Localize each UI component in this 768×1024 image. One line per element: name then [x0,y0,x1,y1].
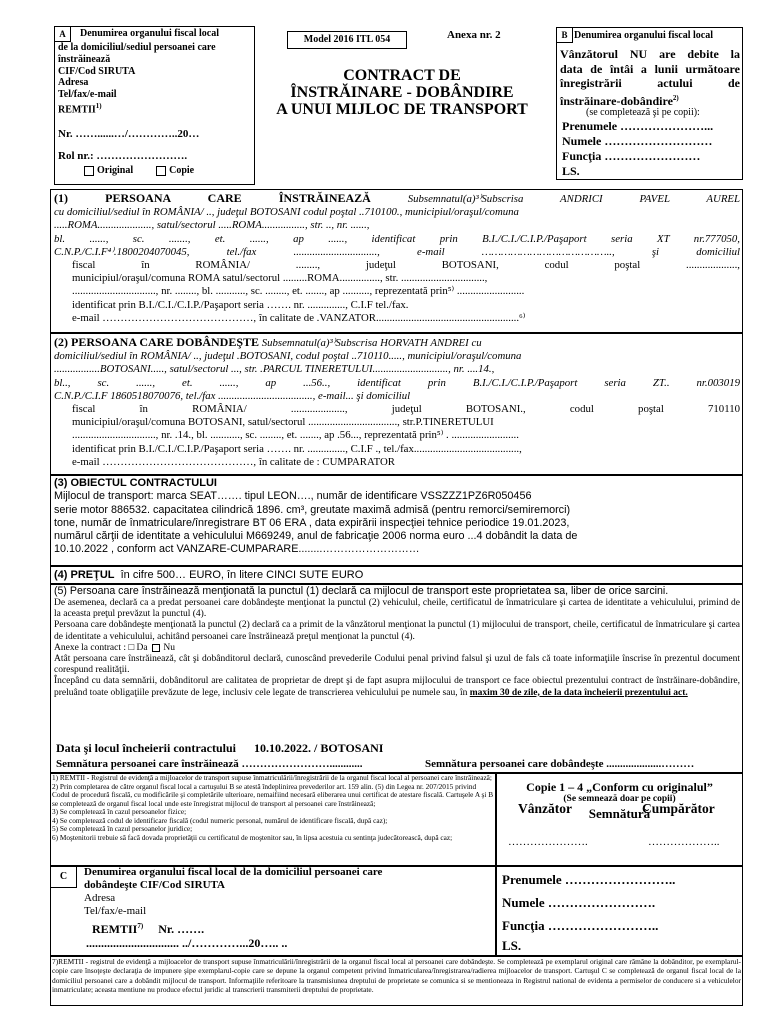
remtii-label: REMTII [92,922,138,936]
seller-line: ..............................., nr. ........, bl. ..........., sc. ........, et. ......., ap .........., reprezentată prin⁵⁾ ......................... [72,285,525,298]
box-c-label: C [50,866,77,888]
declaration-para-text: Începând cu data semnării, dobânditorul are calitatea de proprietar de drept şi de fapt asupra mijlocului de transport ce face obiectul prezentului contract de înstrăinare-dobândire, preluând toate obligaţiile prevăzute de lege, inclusiv cele legate de transcrierea vehiculului pe numele sau, în [54,676,740,698]
copie-checkbox[interactable] [156,166,166,176]
seller-line: .....ROMA...................., satul/sectorul .....ROMA................, str. .., nr. ......, [54,219,370,232]
box-b-statement [560,47,740,108]
declaration-para: De asemenea, declară ca a predat persoanei care dobândeşte menţionat la punctul (2) vehiculul, cheile, certificatul de înmatriculare şi cartea de identitate a vehiculului, primind de la aceasta preţul prevăzut la punctul (4). [54,598,740,620]
original-checkbox[interactable] [84,166,94,176]
declaration-para: Persoana care dobândeşte menţionată la punctul (2) declară ca a primit de la vânzătorul menţionat la punctul (1) mijlocului de transport, cheile, certificatul de înmatriculare şi cartea de identitate a vehiculului, achitând persoanei care înstrăinează preţul menţionat la punctul (4). [54,620,740,642]
seller-line: identificat prin B.I./C.I./C.I.P./Paşaport seria ……. nr. .............., C.I.F tel./fax. [72,298,409,311]
seller-line: municipiul/oraşul/comuna ROMA satul/sectorul .........ROMA..............., str. ..............................., [72,272,488,285]
title-line: CONTRACT DE [343,67,461,84]
box-a-rol: Rol nr.: ……………………. [58,150,188,162]
cumparator-label: Cumpărător [642,801,715,816]
box-b-line: înstrăinare-dobândire [560,93,673,108]
box-a-line: Adresa [58,77,89,89]
footnote: 4) Se completează codul de identificare fiscală (codul numeric personal, numărul de identificare fiscală, după caz); [52,815,388,825]
buyer-line: municipiul/oraşul/comuna BOTOSANI, satul/sectorul ................................., str.P.TINERETULUI [72,416,494,429]
box-c-date: ............................... ../…………...20….. .. [86,936,288,950]
box-a-line: Tel/fax/e-mail [58,89,117,101]
declaration-line: (5) Persoana care înstrăinează menţionată la punctul (1) declară ca mijlocul de transport este proprietatea sa, liber de orice sarcini. [54,585,669,597]
functia-field: Funcţia …………………….. [502,918,659,933]
declaration-para: Atât persoana care înstrăinează, cât şi dobânditorul declară, cunoscând prevederile Codului penal privind falsul şi uzul de fals că toate informaţiile înscrise în prezentul document corespund realităţii. [54,654,740,676]
seller-line: cu domiciliul/sediul în ROMÂNIA/ .., judeţul BOTOSANI codul poştal ..710100., municipiul/oraşul/comuna [54,206,519,219]
declaration-para [54,676,740,698]
box-b-note: (se completează şi pe copii): [586,107,700,118]
footnote: 1) REMTII - Registrul de evidenţă a mijloacelor de transport supuse înmatriculării/înregistrării de la organul fiscal local al persoanei care înstrăinează; [52,773,492,782]
title-line: ÎNSTRĂINARE - DOBÂNDIRE [290,84,514,101]
box-a-line: de la domiciliul/sediul persoanei care [58,42,216,53]
buyer-line: identificat prin B.I./C.I./C.I.P./Paşaport seria ……. nr. .............., C.I.F ., tel./fax......................................., [72,442,522,455]
footnote: 3) Se completează în cazul persoanelor fizice; [52,807,187,816]
price-value: în cifre 500… EURO, în litere CINCI SUTE EURO [120,569,364,581]
seller-line: bl. ......, sc. ......., et. ......, ap ......, identificat prin B.I./C.I./C.I.P./Paşaport seria XT nr.777050, [54,232,740,245]
object-text [54,477,740,557]
buyer-line: .................BOTOSANI....., satul/sectorul ..., str. .PARCUL TINERETULUI............................, nr. ....14., [54,363,495,376]
semnatura-label: Semnătură [588,806,651,822]
anexa-label: Anexa nr. 2 [447,29,501,41]
object-line: Mijlocul de transport: marca SEAT……. tipul LEON…., număr de identificare VSSZZZ1PZ6R050456 [54,490,532,503]
box-b-line: Vânzătorul NU are debite la [560,47,740,61]
box-a-label: A [54,26,71,42]
box-a-details [58,42,254,116]
box-b-line: înregistrării actului de [560,76,740,90]
seller-line: fiscal în ROMÂNIA/ ........, judeţul BOTOSANI, codul poştal ..................., [72,259,740,272]
box-c-remtii [92,919,204,936]
model-box [287,31,407,49]
copies-title: Copie 1 – 4 „Conform cu originalul” [526,780,713,794]
price-text [54,569,363,581]
buyer-line: e-mail ……………………………………, în calitate de : CUMPARATOR [72,455,395,468]
sign-c-fields [502,868,675,955]
footnote-ref: 7) [137,922,144,930]
footnote-ref: 1) [95,101,102,110]
nu-label: Nu [163,642,175,653]
buyer-line: C.N.P./C.I.F 1860518070076, tel./fax ..................................., e-mail... şi domiciliul [54,389,411,402]
object-line: tone, număr de înmatriculare/înregistrare BT 06 ERA , data expirării inspecţiei tehnice periodice 19.01.2023, [54,516,570,529]
data-loc-value: 10.10.2022. / BOTOSANI [253,741,384,755]
prenume-field: Prenumele …………………….. [502,872,676,887]
box-b-label: B [556,27,573,43]
nu-checkbox[interactable] [152,644,160,652]
footnote: 2) Prin completarea de către organul fiscal local a cartuşului B se atestă îndeplinirea prevederilor art. 159 alin. (5) din Legea nr. 207/2015 privind Codul de procedură fiscală, cu modificările şi completările ulterioare, nemaifiind necesară eliberarea unui certificat de atestare fiscală. Cartuşele A şi B se completează de organul fiscal local unde este înregistrat mijlocul de transport al persoanei care înstrăinează; [52,781,494,808]
box-c-nr: Nr. ……. [158,922,205,936]
object-line: numărul cărţii de identitate a vehiculului M669249, anul de fabricaţie 2006 norma euro ...4 dobândit la data de [54,530,578,543]
buyer-line: ..............................., nr. .14., bl. ..........., sc. ........, et. ......., ap .56..., reprezentată prin⁵⁾ . ......................... [72,429,519,442]
declarations-text [54,585,740,699]
box-c-details [84,866,492,918]
bottom-note: 7)REMTII - registrul de evidenţă a mijloacelor de transport supuse înmatriculării/înregistrării de la organul fiscal local al persoanei care dobândeşte. Se completează pe exemplarul original care rămâne la dobânditor, pe exemplarul-copie care însoţeşte declaraţia de impunere şipe exemplarul-copie care se depune la organul competent privind înmatricularea/înregistrarea/radierea mijloacelor de transport. Cartuşul C se completează de organul fiscal local de la domiciliul persoanei care a dobândit mijlocul de transport. Informaţiile referitoare la transmisiunea dreptului de proprietate se comunica si se mentioneaza in Registrul national de evidenta a permiselor de conducere si a vehiculelor inmatriculate; aceasta mentiune nu produce efectul juridic al transcrierii transmiterii dreptului de proprietate. [52,957,741,995]
box-b-signature [562,119,713,179]
functia-field: Funcţia …………………… [562,149,701,163]
box-c-title: Denumirea organului fiscal local de la domiciliul persoanei care [84,866,383,878]
seller-line: Subsemnatul(a)³⁾Subscrisa ANDRICI PAVEL AUREL [407,193,741,205]
seller-heading: (1) PERSOANA CARE ÎNSTRĂINEAZĂ [54,191,371,205]
document-title [258,67,546,118]
footnote: 5) Se completează în cazul persoanelor juridice; [52,824,193,833]
deadline-text: maxim 30 de zile, de la data încheierii prezentului act. [469,687,688,698]
copie-label: Copie [169,165,195,176]
ls-field: LS. [562,164,580,178]
numele-field: Numele ……………………… [562,134,713,148]
copies-note: (Se semnează doar pe copii) [563,794,676,804]
box-b-line: data de întâi a lunii următoare [560,61,740,76]
ls-field: LS. [502,938,522,953]
seller-signature: Semnătura persoanei care înstrăinează ……………………............ [56,758,363,770]
title-line: A UNUI MIJLOC DE TRANSPORT [276,101,528,118]
original-label: Original [97,165,134,176]
numele-field: Numele ……………………. [502,895,656,910]
box-a-line: înstrăinează [58,53,111,65]
box-a-remtii: REMTII [58,104,96,116]
buyer-line: Subsemnatul(a)³⁾Subscrisa HORVATH ANDREI cu [261,337,482,349]
model-code: Model 2016 ITL 054 [303,34,391,45]
buyer-line: bl.., sc. ......, et. ......, ap ...56.., identificat prin B.I./C.I./C.I.P./Paşaport seria ZT.. nr.003019 [54,376,740,389]
footnote: 6) Moştenitorii trebuie să facă dovada proprietăţii cu certificatul de moştenitor sau, în lipsa acestuia cu sentinţa judecătorească, după caz; [52,832,453,842]
buyer-heading: (2) PERSOANA CARE DOBÂNDEŞTE [54,335,260,349]
vanzator-label: Vânzător [518,801,572,816]
footnotes-text [52,774,494,842]
box-c-tel: Tel/fax/e-mail [84,905,147,917]
footnote-ref: 2) [672,93,679,102]
buyer-signature: Semnătura persoanei care dobândeşte ....................……… [425,758,695,770]
box-a-line: CIF/Cod SIRUTA [58,65,136,77]
seller-line: e-mail ……………………………………, în calitate de .VANZATOR.....................................................⁶⁾ [72,311,526,324]
buyer-line: fiscal în ROMÂNIA/ ...................., judeţul BOTOSANI., codul poştal 710110 [72,403,740,416]
price-heading: (4) PREŢUL [54,569,115,581]
seller-text [54,192,740,325]
box-c-adresa: Adresa [84,892,116,904]
box-b-title: Denumirea organului fiscal local [574,30,713,41]
anexe-row [54,643,740,654]
prenume-field: Prenumele …………………... [562,119,714,133]
seller-line: C.N.P./C.I.F⁴⁾.1800204070045, tel./fax ..............................., e-mail ………………………………….., şi domiciliul [54,245,740,258]
box-a-checkboxes [84,165,194,177]
anexe-label: Anexe la contract : □ Da [54,642,148,653]
buyer-text [54,336,740,469]
box-c-title: dobândeşte CIF/Cod SIRUTA [84,879,225,891]
vanzator-dots: …………………. [508,836,588,848]
object-line: serie motor 886532. capacitatea cilindrică 1896. cm³, greutate maximă admisă (pentru remorci/semiremorci) [54,503,571,516]
cumparator-dots: ……………….. [648,836,720,848]
box-a-nr: Nr. ……......…/…………..20… [58,128,200,140]
data-loc [56,741,383,755]
object-line: 10.10.2022 , conform act VANZARE-CUMPARARE........……………………… [54,543,420,556]
data-loc-label: Data şi locul încheierii contractului [56,741,236,755]
object-heading: (3) OBIECTUL CONTRACTULUI [54,477,217,489]
box-a-title: Denumirea organului fiscal local [80,28,219,39]
buyer-line: domiciliul/sediul în ROMÂNIA/ .., judeţul .BOTOSANI, codul poştal ..710110....., municipiul/oraşul/comuna [54,350,522,363]
